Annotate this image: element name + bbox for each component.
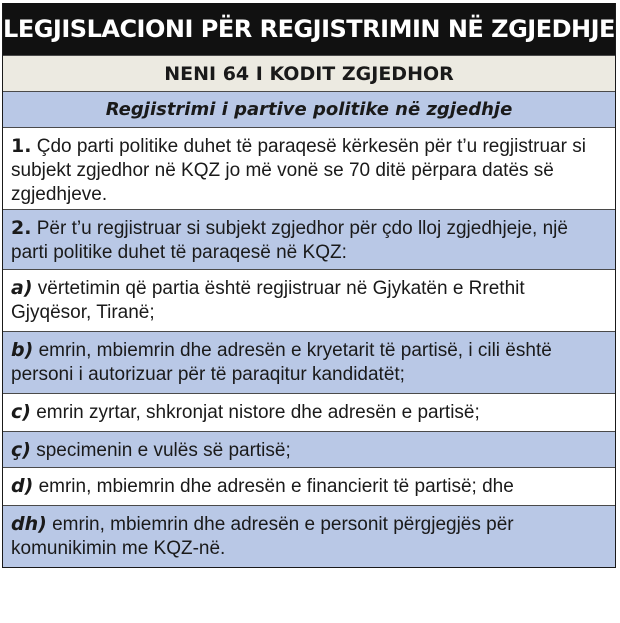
- list-item: [3, 505, 615, 567]
- header-title: LEGJISLACIONI PËR REGJISTRIMIN NË ZGJEDHJE: [3, 15, 615, 43]
- article-title: NENI 64 I KODIT ZGJEDHOR: [164, 62, 454, 85]
- item-text: vërtetimin që partia është regjistruar në Gjykatën e Rrethit Gjyqësor, Tiranë;: [11, 278, 525, 323]
- item-marker: 2.: [11, 217, 32, 239]
- item-marker: dh): [11, 513, 47, 535]
- article-header: [3, 55, 615, 91]
- item-text: emrin, mbiemrin dhe adresën e financierit të partisë; dhe: [33, 476, 514, 497]
- item-text: emrin, mbiemrin dhe adresën e personit përgjegjës për komunikimin me KQZ-në.: [11, 514, 514, 559]
- list-item: [3, 431, 615, 467]
- item-marker: c): [11, 401, 31, 423]
- item-marker: 1.: [11, 135, 32, 157]
- list-item: [3, 331, 615, 393]
- item-text: Për t’u regjistruar si subjekt zgjedhor për çdo lloj zgjedhjeje, një parti politike duhet të paraqesë në KQZ:: [11, 218, 568, 263]
- item-text: emrin, mbiemrin dhe adresën e kryetarit të partisë, i cili është personi i autorizuar për të paraqitur kandidatët;: [11, 340, 552, 385]
- list-item: [3, 393, 615, 431]
- item-marker: b): [11, 339, 34, 361]
- list-item: [3, 269, 615, 331]
- list-item: [3, 209, 615, 269]
- item-marker: ç): [11, 439, 31, 461]
- list-item: [3, 127, 615, 209]
- list-item: [3, 467, 615, 505]
- item-marker: d): [11, 475, 34, 497]
- item-text: specimenin e vulës së partisë;: [30, 440, 291, 461]
- section-title: Regjistrimi i partive politike në zgjedhje: [105, 99, 513, 120]
- section-header: [3, 91, 615, 127]
- legislation-table: [2, 3, 616, 568]
- item-text: emrin zyrtar, shkronjat nistore dhe adresën e partisë;: [30, 402, 480, 423]
- table-header: [3, 3, 615, 55]
- item-text: Çdo parti politike duhet të paraqesë kërkesën për t’u regjistruar si subjekt zgjedhor në KQZ jo më vonë se 70 ditë përpara datës së zgjedhjeve.: [11, 136, 586, 205]
- item-marker: a): [11, 277, 33, 299]
